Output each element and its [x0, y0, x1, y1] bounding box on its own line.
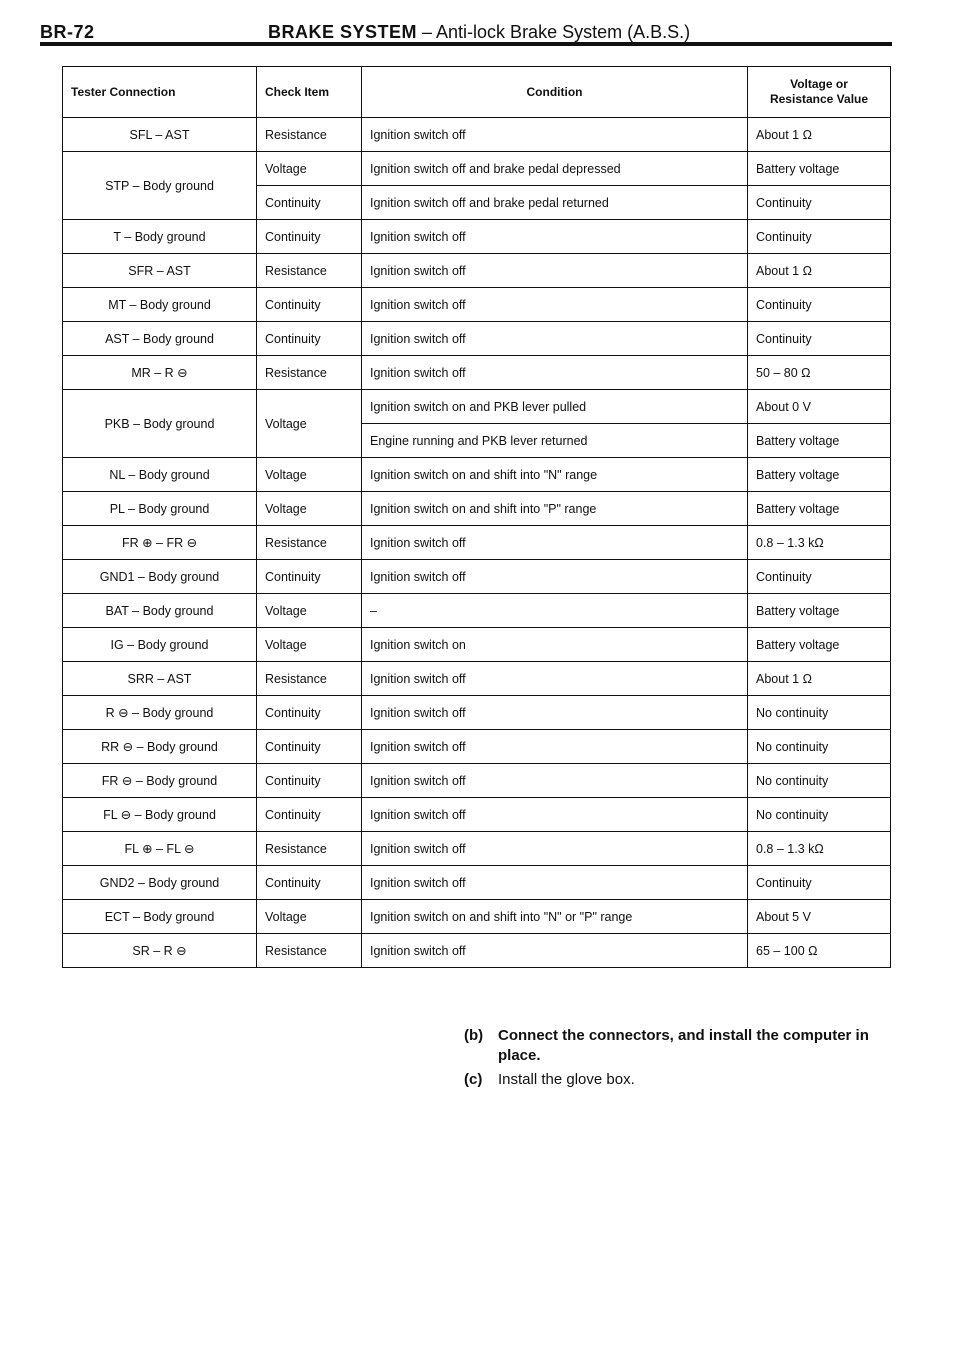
value-cell: 50 – 80 Ω: [748, 356, 891, 390]
header-check-item: Check Item: [257, 67, 362, 118]
condition-cell: Ignition switch on: [362, 628, 748, 662]
value-cell: About 5 V: [748, 900, 891, 934]
value-cell: Battery voltage: [748, 594, 891, 628]
check-item-cell: Resistance: [257, 118, 362, 152]
value-cell: No continuity: [748, 798, 891, 832]
check-item-cell: Resistance: [257, 934, 362, 968]
check-item-cell: Continuity: [257, 798, 362, 832]
value-cell: Battery voltage: [748, 492, 891, 526]
page-title: [268, 22, 690, 43]
check-item-cell: Voltage: [257, 628, 362, 662]
tester-connection-cell: GND2 – Body ground: [63, 866, 257, 900]
check-item-cell: Resistance: [257, 526, 362, 560]
header-value-line2: Resistance Value: [769, 92, 869, 106]
tester-connection-cell: R ⊖ – Body ground: [63, 696, 257, 730]
table-row: [63, 356, 891, 390]
condition-cell: Ignition switch off: [362, 696, 748, 730]
tester-connection-cell: IG – Body ground: [63, 628, 257, 662]
check-item-cell: Voltage: [257, 594, 362, 628]
value-cell: Battery voltage: [748, 152, 891, 186]
page-header: [40, 22, 892, 42]
inspection-table: [62, 66, 891, 968]
tester-connection-cell: AST – Body ground: [63, 322, 257, 356]
check-item-cell: Continuity: [257, 288, 362, 322]
table-row: [63, 764, 891, 798]
condition-cell: Ignition switch off: [362, 832, 748, 866]
condition-cell: Ignition switch off: [362, 866, 748, 900]
condition-cell: Ignition switch off: [362, 356, 748, 390]
tester-connection-cell: MT – Body ground: [63, 288, 257, 322]
tester-connection-cell: RR ⊖ – Body ground: [63, 730, 257, 764]
tester-connection-cell: GND1 – Body ground: [63, 560, 257, 594]
value-cell: No continuity: [748, 764, 891, 798]
table-row: [63, 798, 891, 832]
tester-connection-cell: T – Body ground: [63, 220, 257, 254]
tester-connection-cell: MR – R ⊖: [63, 356, 257, 390]
table-row: [63, 730, 891, 764]
condition-cell: Ignition switch off: [362, 288, 748, 322]
table-row: [63, 832, 891, 866]
condition-cell: Ignition switch off: [362, 662, 748, 696]
check-item-cell: Resistance: [257, 254, 362, 288]
check-item-cell: Continuity: [257, 730, 362, 764]
tester-connection-cell: SFL – AST: [63, 118, 257, 152]
table-row: [63, 594, 891, 628]
value-cell: No continuity: [748, 730, 891, 764]
tester-connection-cell: FR ⊕ – FR ⊖: [63, 526, 257, 560]
table-row: [63, 628, 891, 662]
header-value-line1: Voltage or: [790, 77, 848, 91]
value-cell: Battery voltage: [748, 458, 891, 492]
check-item-cell: Voltage: [257, 390, 362, 458]
value-cell: Continuity: [748, 288, 891, 322]
table-row: [63, 492, 891, 526]
check-item-cell: Voltage: [257, 900, 362, 934]
check-item-cell: Voltage: [257, 152, 362, 186]
condition-cell: Ignition switch off and brake pedal depressed: [362, 152, 748, 186]
page-number: BR-72: [40, 22, 95, 42]
table-row: [63, 322, 891, 356]
condition-cell: Ignition switch on and PKB lever pulled: [362, 390, 748, 424]
value-cell: 65 – 100 Ω: [748, 934, 891, 968]
value-cell: About 1 Ω: [748, 118, 891, 152]
tester-connection-cell: FL ⊖ – Body ground: [63, 798, 257, 832]
condition-cell: Ignition switch on and shift into "N" or "P" range: [362, 900, 748, 934]
condition-cell: Ignition switch off: [362, 254, 748, 288]
value-cell: Continuity: [748, 186, 891, 220]
check-item-cell: Continuity: [257, 866, 362, 900]
value-cell: Continuity: [748, 866, 891, 900]
value-cell: Battery voltage: [748, 628, 891, 662]
title-main: BRAKE SYSTEM: [268, 22, 418, 42]
value-cell: About 1 Ω: [748, 662, 891, 696]
table-row: [63, 526, 891, 560]
header-value: [748, 67, 891, 118]
check-item-cell: Resistance: [257, 662, 362, 696]
step-label: (c): [464, 1071, 483, 1088]
table-row: [63, 390, 891, 424]
condition-cell: Ignition switch off: [362, 322, 748, 356]
value-cell: Continuity: [748, 560, 891, 594]
condition-cell: Ignition switch off: [362, 798, 748, 832]
table-row: [63, 900, 891, 934]
check-item-cell: Continuity: [257, 560, 362, 594]
tester-connection-cell: ECT – Body ground: [63, 900, 257, 934]
value-cell: About 1 Ω: [748, 254, 891, 288]
condition-cell: Ignition switch on and shift into "N" range: [362, 458, 748, 492]
table-row: [63, 152, 891, 186]
table-row: [63, 220, 891, 254]
header-rule: [40, 42, 892, 46]
check-item-cell: Continuity: [257, 764, 362, 798]
tester-connection-cell: SRR – AST: [63, 662, 257, 696]
table-row: [63, 662, 891, 696]
step-text: Connect the connectors, and install the computer in place.: [498, 1027, 869, 1064]
tester-connection-cell: FR ⊖ – Body ground: [63, 764, 257, 798]
value-cell: 0.8 – 1.3 kΩ: [748, 526, 891, 560]
check-item-cell: Resistance: [257, 832, 362, 866]
tester-connection-cell: BAT – Body ground: [63, 594, 257, 628]
tester-connection-cell: NL – Body ground: [63, 458, 257, 492]
tester-connection-cell: STP – Body ground: [63, 152, 257, 220]
check-item-cell: Voltage: [257, 458, 362, 492]
table-row: [63, 118, 891, 152]
tester-connection-cell: SFR – AST: [63, 254, 257, 288]
step-text: Install the glove box.: [498, 1071, 635, 1088]
table-row: [63, 288, 891, 322]
condition-cell: Ignition switch off and brake pedal returned: [362, 186, 748, 220]
table-row: [63, 254, 891, 288]
condition-cell: Ignition switch off: [362, 764, 748, 798]
title-sub: – Anti-lock Brake System (A.B.S.): [417, 22, 691, 42]
table-row: [63, 934, 891, 968]
check-item-cell: Voltage: [257, 492, 362, 526]
value-cell: Continuity: [748, 220, 891, 254]
value-cell: Battery voltage: [748, 424, 891, 458]
step-label: (b): [464, 1027, 484, 1044]
check-item-cell: Continuity: [257, 322, 362, 356]
check-item-cell: Continuity: [257, 220, 362, 254]
condition-cell: Ignition switch off: [362, 118, 748, 152]
value-cell: About 0 V: [748, 390, 891, 424]
condition-cell: Ignition switch off: [362, 220, 748, 254]
value-cell: 0.8 – 1.3 kΩ: [748, 832, 891, 866]
procedure-steps: [464, 1026, 892, 1094]
header-tester-connection: Tester Connection: [63, 67, 257, 118]
value-cell: Continuity: [748, 322, 891, 356]
condition-cell: Ignition switch off: [362, 526, 748, 560]
step-c: [464, 1070, 892, 1090]
condition-cell: Engine running and PKB lever returned: [362, 424, 748, 458]
table-row: [63, 560, 891, 594]
header-condition: Condition: [362, 67, 748, 118]
tester-connection-cell: SR – R ⊖: [63, 934, 257, 968]
table-row: [63, 458, 891, 492]
condition-cell: Ignition switch off: [362, 560, 748, 594]
check-item-cell: Resistance: [257, 356, 362, 390]
tester-connection-cell: PL – Body ground: [63, 492, 257, 526]
tester-connection-cell: PKB – Body ground: [63, 390, 257, 458]
check-item-cell: Continuity: [257, 186, 362, 220]
check-item-cell: Continuity: [257, 696, 362, 730]
table-header-row: [63, 67, 891, 118]
condition-cell: –: [362, 594, 748, 628]
tester-connection-cell: FL ⊕ – FL ⊖: [63, 832, 257, 866]
table-row: [63, 696, 891, 730]
value-cell: No continuity: [748, 696, 891, 730]
condition-cell: Ignition switch off: [362, 730, 748, 764]
condition-cell: Ignition switch on and shift into "P" range: [362, 492, 748, 526]
step-b: [464, 1026, 892, 1066]
condition-cell: Ignition switch off: [362, 934, 748, 968]
table-row: [63, 866, 891, 900]
